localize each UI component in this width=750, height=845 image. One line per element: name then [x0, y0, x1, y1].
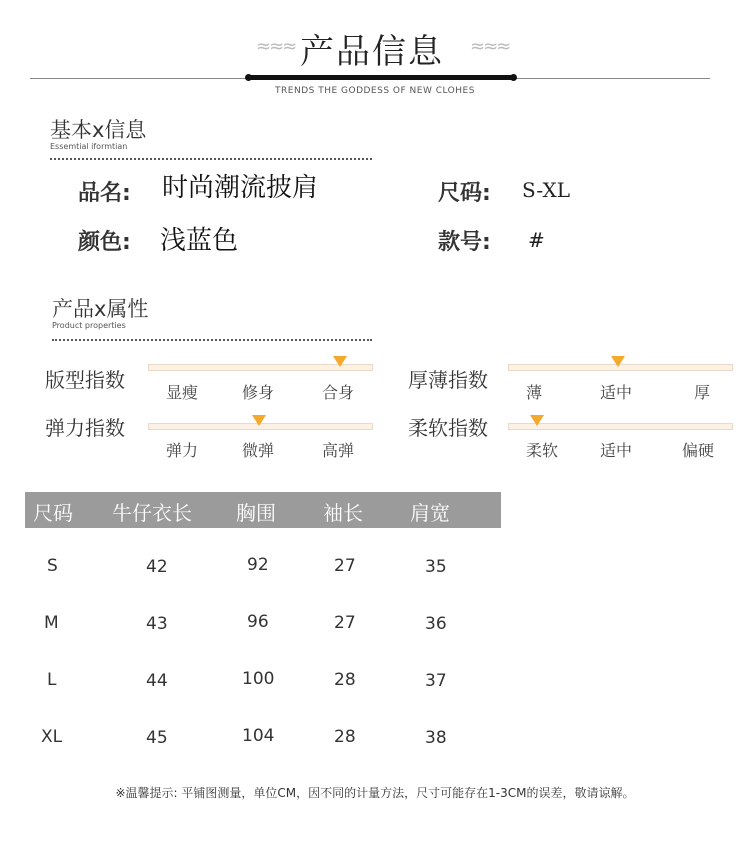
softness-index-label: 柔软指数 [408, 416, 488, 440]
softness-index-tick: 柔软 [526, 441, 559, 460]
fit-index-label: 版型指数 [45, 368, 125, 392]
color-value: 浅蓝色 [160, 226, 239, 256]
elasticity-index-tick: 高弹 [322, 441, 355, 460]
size-label: 尺码: [438, 181, 491, 206]
table-cell: 104 [242, 726, 275, 746]
table-cell: 37 [425, 671, 447, 691]
table-cell: 44 [146, 671, 168, 691]
softness-index-tick: 偏硬 [682, 441, 715, 460]
table-cell: 27 [334, 613, 356, 633]
page-title: 产品信息 [300, 32, 444, 72]
fit-index-tick: 修身 [242, 383, 275, 402]
table-cell: 28 [334, 670, 356, 690]
table-header-length: 牛仔衣长 [112, 501, 192, 525]
table-cell: 100 [242, 669, 275, 689]
properties-subtitle: Product properties [52, 321, 126, 330]
thickness-index-label: 厚薄指数 [408, 368, 488, 392]
table-cell: M [44, 613, 59, 633]
table-cell: 28 [334, 727, 356, 747]
thickness-index-tick: 适中 [600, 383, 633, 402]
basic-info-title: 基本x信息 [50, 118, 147, 142]
measurement-note: ※温馨提示: 平铺图测量，单位CM，因不同的计量方法，尺寸可能存在1-3CM的误差，敬请谅解。 [115, 786, 635, 800]
table-cell: 45 [146, 728, 168, 748]
softness-index-tick: 适中 [600, 441, 633, 460]
model-value: # [528, 228, 545, 252]
thickness-index-marker-icon [611, 356, 625, 367]
wave-right-icon: ≈≈≈ [470, 36, 510, 57]
color-label: 颜色: [78, 230, 131, 255]
table-cell: 36 [425, 614, 447, 634]
thickness-index-tick: 厚 [694, 383, 711, 402]
table-cell: XL [41, 727, 63, 747]
elasticity-index-tick: 弹力 [166, 441, 199, 460]
wave-left-icon: ≈≈≈ [256, 36, 296, 57]
table-header-size: 尺码 [33, 501, 73, 525]
table-cell: 35 [425, 557, 447, 577]
fit-index-marker-icon [333, 356, 347, 367]
fit-index-tick: 显瘦 [166, 383, 199, 402]
table-header-shoulder: 肩宽 [410, 501, 450, 525]
properties-divider [52, 339, 372, 341]
basic-info-divider [50, 158, 372, 160]
softness-index-marker-icon [530, 415, 544, 426]
header-accent-bar [248, 75, 514, 80]
name-label: 品名: [78, 181, 131, 206]
name-value: 时尚潮流披肩 [162, 173, 319, 203]
table-cell: 92 [247, 555, 269, 575]
table-cell: S [47, 556, 58, 576]
table-cell: 43 [146, 614, 168, 634]
table-cell: 42 [146, 557, 168, 577]
model-label: 款号: [438, 230, 491, 255]
table-cell: 96 [247, 612, 269, 632]
size-value: S-XL [522, 178, 570, 202]
table-cell: L [47, 670, 57, 690]
thickness-index-tick: 薄 [526, 383, 543, 402]
table-cell: 38 [425, 728, 447, 748]
fit-index-tick: 合身 [322, 383, 355, 402]
properties-title: 产品x属性 [52, 297, 149, 321]
elasticity-index-tick: 微弹 [242, 441, 275, 460]
page-subtitle: TRENDS THE GODDESS OF NEW CLOHES [275, 86, 475, 96]
table-cell: 27 [334, 556, 356, 576]
elasticity-index-marker-icon [252, 415, 266, 426]
table-header-sleeve: 袖长 [323, 501, 363, 525]
basic-info-subtitle: Essemtial iformtian [50, 142, 128, 151]
table-header-chest: 胸围 [236, 501, 276, 525]
elasticity-index-label: 弹力指数 [45, 416, 125, 440]
